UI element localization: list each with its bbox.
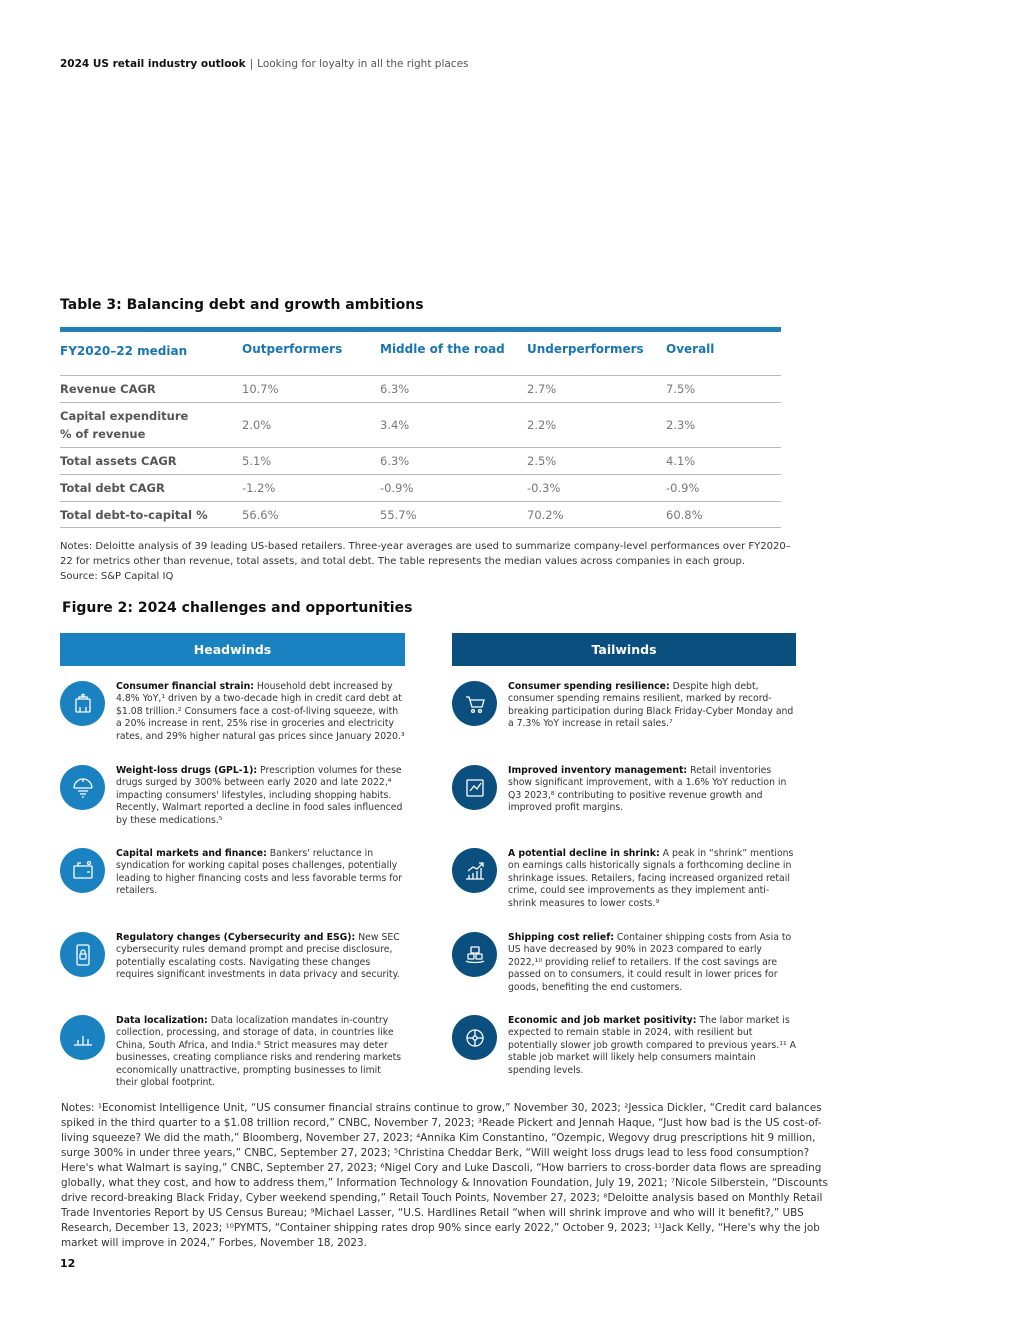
table-cell: 4.1% xyxy=(666,454,696,468)
column-header: FY2020–22 median xyxy=(60,344,188,358)
table-row xyxy=(60,475,781,502)
pill-icon xyxy=(60,765,105,810)
table-cell: 2.5% xyxy=(527,454,557,468)
row-label: Revenue CAGR xyxy=(60,382,156,396)
item-title: Economic and job market positivity: xyxy=(508,1015,697,1026)
item-text xyxy=(116,932,405,982)
report-subtitle: Looking for loyalty in all the right places xyxy=(257,58,469,70)
table-cell: -0.9% xyxy=(380,481,414,495)
headwind-item xyxy=(60,765,405,827)
tailwind-item xyxy=(452,681,797,731)
growth-chart-icon xyxy=(452,848,497,893)
item-title: Regulatory changes (Cybersecurity and ESG): xyxy=(116,932,356,943)
page-number: 12 xyxy=(60,1257,76,1270)
column-header: Overall xyxy=(666,342,715,356)
table-cell: 3.4% xyxy=(380,418,410,432)
table-cell: 56.6% xyxy=(242,507,279,522)
figure-title: Figure 2: 2024 challenges and opportunities xyxy=(62,600,413,616)
row-label-line: Capital expenditure xyxy=(60,409,189,423)
headwind-item xyxy=(60,932,405,982)
item-text xyxy=(116,848,405,898)
column-header: Underperformers xyxy=(527,342,644,356)
item-body: Data localization mandates in-country collection, processing, and storage of data, in countries like China, South Africa, and India.⁶ Strict measures may deter businesses, creating compliance risks and rendering markets economically unattractive, prompting businesses to limit their global footprint. xyxy=(116,1015,402,1089)
table-cell: -1.2% xyxy=(242,481,276,495)
table-cell: -0.3% xyxy=(527,481,561,495)
table-cell: -0.9% xyxy=(666,481,700,495)
headwind-item xyxy=(60,1015,405,1089)
figure-notes: Notes: ¹Economist Intelligence Unit, “US consumer financial strains continue to grow,” November 30, 2023; ²Jessica Dickler, “Credit card balances spiked in the third quarter to a $1.08 trillion record,” CNBC, November 7, 2023; ³Reade Pickert and Jennah Haque, “Just how bad is the US cost-of-living squeeze? We did the math,” Bloomberg, November 27, 2023; ⁴Annika Kim Constantino, “Ozempic, Wegovy drug prescriptions hit 9 million, surge 300% in under three years,” CNBC, September 27, 2023; ⁵Christina Cheddar Berk, “Will weight loss drugs lead to less food consumption? Here's what Walmart is saying,” CNBC, September 27, 2023; ⁶Nigel Cory and Luke Dascoli, “How barriers to cross-border data flows are spreading globally, what they cost, and how to address them,” Information Technology & Innovation Foundation, July 19, 2021; ⁷Nicole Silberstein, “Discounts drive record-breaking Black Friday, Cyber weekend spending,” Retail Touch Points, November 27, 2023; ⁸Deloitte analysis based on Monthly Retail Trade Inventories Report by US Census Bureau; ⁹Michael Lasser, “U.S. Hardlines Retail “when will shrink improve and who will it benefit?,” UBS Research, December 13, 2023; ¹⁰PYMTS, “Container shipping rates drop 90% since early 2022,” October 9, 2023; ¹¹Jack Kelly, “Here's why the job market will improve in 2024,” Forbes, November 18, 2023. xyxy=(61,1102,828,1249)
shipping-icon xyxy=(452,932,497,977)
table-row xyxy=(60,502,781,528)
item-body: Bankers' reluctance in syndication for working capital poses challenges, potentially leading to higher financing costs and less favorable terms for retailers. xyxy=(116,848,403,897)
table-cell: 2.7% xyxy=(527,382,557,396)
item-text xyxy=(508,1015,797,1077)
table-title: Table 3: Balancing debt and growth ambitions xyxy=(60,297,424,313)
table-cell: 2.0% xyxy=(242,418,272,432)
document-lock-icon xyxy=(60,932,105,977)
table-cell: 55.7% xyxy=(380,507,417,522)
table-row xyxy=(60,448,781,475)
headwind-item xyxy=(60,848,405,898)
tailwind-item xyxy=(452,1015,797,1077)
inventory-icon xyxy=(452,765,497,810)
item-title: Improved inventory management: xyxy=(508,765,688,776)
column-header: Middle of the road xyxy=(380,342,505,356)
table-row xyxy=(60,403,781,448)
tailwind-item xyxy=(452,848,797,910)
item-text xyxy=(508,848,797,910)
row-label xyxy=(60,407,242,443)
item-text xyxy=(508,681,797,731)
row-label: Total assets CAGR xyxy=(60,454,177,468)
row-label: Total debt-to-capital % xyxy=(60,507,208,522)
table-cell: 7.5% xyxy=(666,382,696,396)
tailwind-item xyxy=(452,765,797,815)
table-cell: 70.2% xyxy=(527,507,564,522)
item-body: Retail inventories show significant improvement, with a 1.6% YoY reduction in Q3 2023,⁸ contributing to positive revenue growth and improved profit margins. xyxy=(508,765,787,814)
table-cell: 2.2% xyxy=(527,418,557,432)
item-body: Container shipping costs from Asia to US have decreased by 90% in 2023 compared to early 2022,¹⁰ providing relief to retailers. If the cost savings are passed on to consumers, it could result in lower prices for goods, benefiting the end customers. xyxy=(508,932,792,993)
item-title: A potential decline in shrink: xyxy=(508,848,660,859)
row-label: Total debt CAGR xyxy=(60,481,165,495)
table-cell: 6.3% xyxy=(380,454,410,468)
item-text xyxy=(508,932,797,994)
item-text xyxy=(116,1015,405,1089)
item-body: Household debt increased by 4.8% YoY,¹ driven by a two-decade high in credit card debt at $1.08 trillion.² Consumers face a cost-of-living squeeze, with a 20% increase in rent, 25% rise in groceries and electricity rates, and 29% higher natural gas prices since January 2020.³ xyxy=(116,681,405,742)
item-title: Consumer financial strain: xyxy=(116,681,254,692)
wallet-icon xyxy=(60,681,105,726)
tailwind-item xyxy=(452,932,797,994)
item-text xyxy=(116,681,405,743)
tailwinds-header: Tailwinds xyxy=(452,633,796,666)
item-body: A peak in “shrink” mentions on earnings calls historically signals a forthcoming decline in shrinkage issues. Retailers, facing increased organized retail crime, could see improvements as they implement anti-shrink measures to lower costs.⁹ xyxy=(508,848,794,909)
table-source: Source: S&P Capital IQ xyxy=(60,571,174,582)
table-notes xyxy=(60,539,800,584)
item-title: Shipping cost relief: xyxy=(508,932,614,943)
item-title: Weight-loss drugs (GPL-1): xyxy=(116,765,258,776)
header-separator: | xyxy=(249,58,254,70)
data-chart-icon xyxy=(60,1015,105,1060)
balancing-debt-table xyxy=(60,327,781,528)
headwind-item xyxy=(60,681,405,743)
table-cell: 10.7% xyxy=(242,382,279,396)
network-icon xyxy=(452,1015,497,1060)
item-body: New SEC cybersecurity rules demand prompt and precise disclosure, potentially escalating costs. Navigating these changes requires significant investments in data privacy and security. xyxy=(116,932,400,981)
report-title: 2024 US retail industry outlook xyxy=(60,58,246,70)
shopping-cart-icon xyxy=(452,681,497,726)
item-body: The labor market is expected to remain stable in 2024, with resilient but potentially slower job growth compared to previous years.¹¹ A stable job market will likely help consumers maintain spending levels. xyxy=(508,1015,796,1076)
table-cell: 2.3% xyxy=(666,418,696,432)
table-cell: 6.3% xyxy=(380,382,410,396)
headwinds-header: Headwinds xyxy=(60,633,405,666)
item-title: Consumer spending resilience: xyxy=(508,681,670,692)
item-text xyxy=(116,765,405,827)
item-body: Despite high debt, consumer spending remains resilient, marked by record-breaking participation during Black Friday-Cyber Monday and a 7.3% YoY increase in retail sales.⁷ xyxy=(508,681,794,730)
item-title: Capital markets and finance: xyxy=(116,848,267,859)
item-body: Prescription volumes for these drugs surged by 300% between early 2020 and late 2022,⁴ impacting consumers' lifestyles, including shopping habits. Recently, Walmart reported a decline in food sales influenced by these medications.⁵ xyxy=(116,765,403,826)
row-label-line: % of revenue xyxy=(60,427,146,441)
table-cell: 5.1% xyxy=(242,454,272,468)
running-header xyxy=(60,58,469,70)
table-cell: 60.8% xyxy=(666,507,703,522)
item-text xyxy=(508,765,797,815)
finance-icon xyxy=(60,848,105,893)
table-header-row xyxy=(60,332,781,376)
item-title: Data localization: xyxy=(116,1015,208,1026)
table-row xyxy=(60,376,781,403)
table-notes-text: Notes: Deloitte analysis of 39 leading US-based retailers. Three-year averages are used to summarize company-level performances over FY2020–22 for metrics other than revenue, total assets, and total debt. The table represents the median values across companies in each group. xyxy=(60,541,791,567)
column-header: Outperformers xyxy=(242,342,343,356)
